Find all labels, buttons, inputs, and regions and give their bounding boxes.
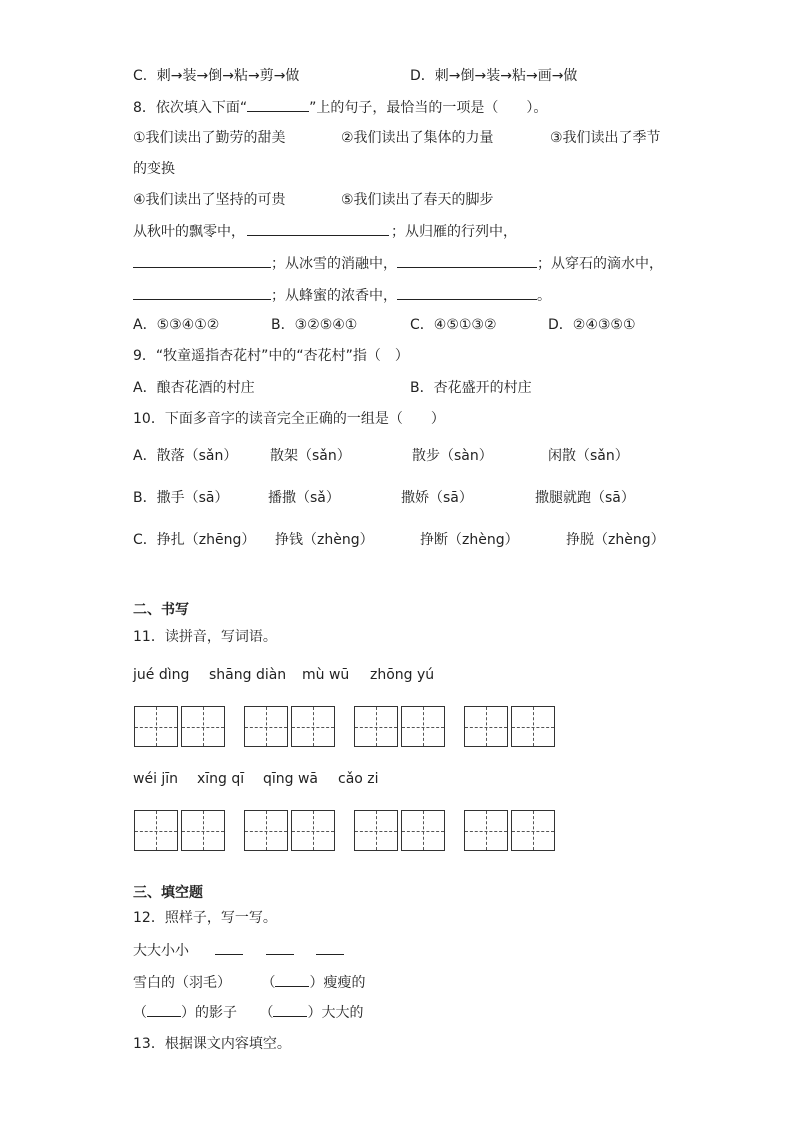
pinyin-6: xīng qī bbox=[197, 771, 245, 787]
q8-option-b[interactable]: B．③②⑤④① bbox=[271, 317, 358, 333]
q10-row-a-4: 闲散（sǎn） bbox=[548, 448, 629, 464]
q10-row-c-4: 挣脱（zhèng） bbox=[566, 532, 665, 548]
character-writing-box[interactable] bbox=[181, 706, 225, 747]
q12-example-2: 雪白的（羽毛） （ ）瘦瘦的 bbox=[133, 972, 365, 993]
pinyin-7: qīng wā bbox=[263, 771, 319, 787]
q9-option-a[interactable]: A．酿杏花酒的村庄 bbox=[133, 380, 255, 396]
q10-row-a-1[interactable]: A．散落（sǎn） bbox=[133, 448, 238, 464]
q7-option-d: D．刺→倒→装→粘→画→做 bbox=[410, 68, 578, 84]
character-writing-box[interactable] bbox=[244, 810, 288, 851]
q8-option-d[interactable]: D．②④③⑤① bbox=[548, 317, 636, 333]
q8-option-c[interactable]: C．④⑤①③② bbox=[410, 317, 497, 333]
q9-option-b[interactable]: B．杏花盛开的村庄 bbox=[410, 380, 532, 396]
q11-stem: 11．读拼音，写词语。 bbox=[133, 629, 277, 645]
answer-blank[interactable] bbox=[273, 1002, 307, 1017]
q8-option-a[interactable]: A．⑤③④①② bbox=[133, 317, 220, 333]
character-writing-box[interactable] bbox=[401, 810, 445, 851]
q12-example-1: 大大小小 bbox=[133, 940, 344, 961]
q8-sentence-3-cont: 的变换 bbox=[133, 161, 175, 177]
q10-row-b-4: 撒腿就跑（sā） bbox=[535, 490, 635, 506]
answer-blank[interactable] bbox=[247, 97, 309, 112]
pinyin-2: shāng diàn bbox=[209, 667, 287, 683]
character-writing-box[interactable] bbox=[511, 706, 555, 747]
section-title-fill: 三、填空题 bbox=[133, 885, 203, 901]
answer-blank[interactable] bbox=[147, 1002, 181, 1017]
q8-sentence-3: ③我们读出了季节 bbox=[550, 130, 661, 146]
q12-stem: 12．照样子，写一写。 bbox=[133, 910, 277, 926]
pinyin-1: jué dìng bbox=[133, 667, 190, 683]
pinyin-4: zhōng yú bbox=[370, 667, 435, 683]
pinyin-3: mù wū bbox=[302, 667, 350, 683]
character-writing-box[interactable] bbox=[291, 810, 335, 851]
answer-blank[interactable] bbox=[247, 221, 389, 236]
character-writing-box[interactable] bbox=[291, 706, 335, 747]
q10-stem: 10．下面多音字的读音完全正确的一组是（ ） bbox=[133, 411, 445, 427]
q8-sentence-5: ⑤我们读出了春天的脚步 bbox=[341, 192, 494, 208]
section-title-writing: 二、书写 bbox=[133, 602, 189, 618]
character-writing-box[interactable] bbox=[464, 810, 508, 851]
character-writing-box[interactable] bbox=[464, 706, 508, 747]
q8-passage-line-2: ；从冰雪的消融中， ；从穿石的滴水中， bbox=[133, 253, 663, 274]
character-writing-box[interactable] bbox=[134, 706, 178, 747]
q10-row-b-2: 播撒（sǎ） bbox=[268, 490, 340, 506]
q10-row-c-1[interactable]: C．挣扎（zhēng） bbox=[133, 532, 256, 548]
q10-row-a-3: 散步（sàn） bbox=[412, 448, 493, 464]
character-writing-box[interactable] bbox=[244, 706, 288, 747]
q10-row-b-1[interactable]: B．撒手（sā） bbox=[133, 490, 229, 506]
answer-blank[interactable] bbox=[316, 940, 344, 955]
q8-passage-line-1: 从秋叶的飘零中， ；从归雁的行列中， bbox=[133, 221, 517, 242]
q8-passage-line-3: ；从蜂蜜的浓香中， 。 bbox=[133, 285, 551, 306]
answer-blank[interactable] bbox=[397, 253, 537, 268]
character-writing-box[interactable] bbox=[181, 810, 225, 851]
answer-blank[interactable] bbox=[275, 972, 309, 987]
q12-example-3: （ ）的影子 （ ）大大的 bbox=[133, 1002, 363, 1023]
answer-blank[interactable] bbox=[215, 940, 243, 955]
character-writing-box[interactable] bbox=[354, 706, 398, 747]
answer-blank[interactable] bbox=[133, 285, 271, 300]
q10-row-c-3: 挣断（zhèng） bbox=[420, 532, 519, 548]
q10-row-b-3: 撒娇（sā） bbox=[401, 490, 473, 506]
character-writing-box[interactable] bbox=[511, 810, 555, 851]
q8-sentence-2: ②我们读出了集体的力量 bbox=[341, 130, 494, 146]
character-writing-box[interactable] bbox=[354, 810, 398, 851]
answer-blank[interactable] bbox=[397, 285, 537, 300]
answer-blank[interactable] bbox=[133, 253, 271, 268]
character-writing-box[interactable] bbox=[134, 810, 178, 851]
pinyin-5: wéi jīn bbox=[133, 771, 179, 787]
q9-stem: 9．“牧童遥指杏花村”中的“杏花村”指（ ） bbox=[133, 348, 409, 364]
q10-row-c-2: 挣钱（zhèng） bbox=[275, 532, 374, 548]
q10-row-a-2: 散架（sǎn） bbox=[270, 448, 351, 464]
pinyin-8: cǎo zi bbox=[338, 771, 379, 787]
q7-option-c: C．刺→装→倒→粘→剪→做 bbox=[133, 68, 300, 84]
q8-sentence-1: ①我们读出了勤劳的甜美 bbox=[133, 130, 286, 146]
character-writing-box[interactable] bbox=[401, 706, 445, 747]
q13-stem: 13．根据课文内容填空。 bbox=[133, 1036, 291, 1052]
answer-blank[interactable] bbox=[266, 940, 294, 955]
q8-stem: 8．依次填入下面“ ”上的句子，最恰当的一项是（ ）。 bbox=[133, 97, 547, 118]
q8-sentence-4: ④我们读出了坚持的可贵 bbox=[133, 192, 286, 208]
